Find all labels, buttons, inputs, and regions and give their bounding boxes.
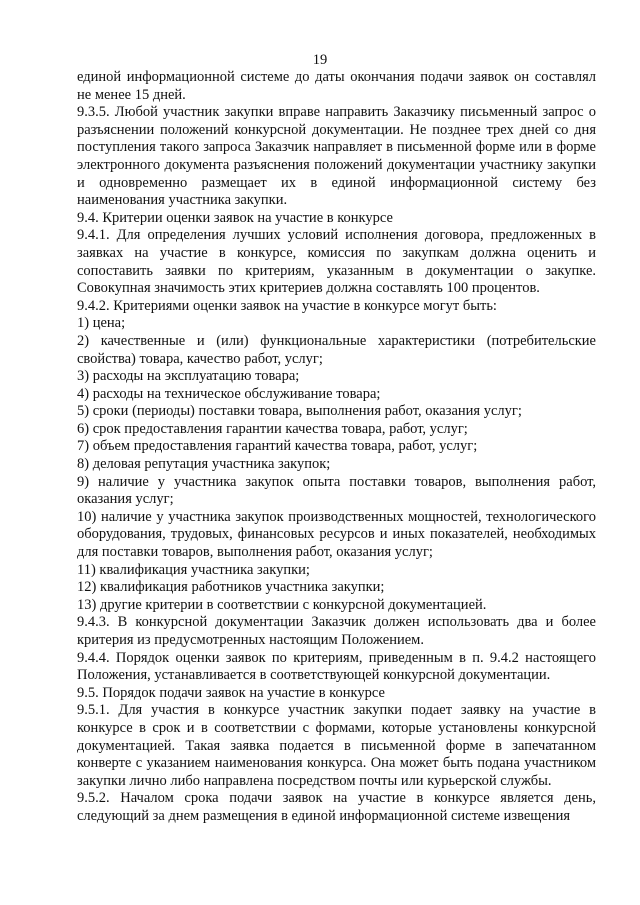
paragraph-9-5-2: 9.5.2. Началом срока подачи заявок на участие в конкурсе является день, следующий за днем размещения в единой информационной системе извещения <box>77 790 596 824</box>
page-number: 19 <box>312 52 328 68</box>
paragraph-9-5-1: 9.5.1. Для участия в конкурсе участник закупки подает заявку на участие в конкурсе в срок и в соответствии с формами, которые установлены конкурсной документацией. Такая заявка подается в письменной форме в запечатанном конверте с указанием наименования конкурса. Она может быть подана участником закупки лично либо направлена посредством почты или курьерской службы. <box>77 702 596 789</box>
heading-9-4: 9.4. Критерии оценки заявок на участие в конкурсе <box>77 209 393 226</box>
list-item-12: 12) квалификация работников участника закупки; <box>77 579 385 596</box>
paragraph-9-4-4: 9.4.4. Порядок оценки заявок по критериям, приведенным в п. 9.4.2 настоящего Положения, устанавливается в соответствующей конкурсной документации. <box>77 649 596 684</box>
list-item-7: 7) объем предоставления гарантий качества товара, работ, услуг; <box>77 438 478 455</box>
list-item-1: 1) цена; <box>77 315 126 332</box>
list-item-11: 11) квалификация участника закупки; <box>77 561 310 578</box>
heading-9-5: 9.5. Порядок подачи заявок на участие в конкурсе <box>77 684 385 701</box>
list-item-10: 10) наличие у участника закупок производственных мощностей, технологического оборудования, трудовых, финансовых ресурсов и иных показателей, необходимых для поставки товаров, выполнения работ, оказания услуг; <box>77 508 596 561</box>
page-body-text <box>77 69 596 826</box>
list-item-2: 2) качественные и (или) функциональные характеристики (потребительские свойства) товара, качество работ, услуг; <box>77 332 596 367</box>
list-item-9: 9) наличие у участника закупок опыта поставки товаров, выполнения работ, оказания услуг; <box>77 473 596 508</box>
paragraph-9-4-3: 9.4.3. В конкурсной документации Заказчик должен использовать два и более критерия из предусмотренных настоящим Положением. <box>77 614 596 648</box>
paragraph-9-4-2: 9.4.2. Критериями оценки заявок на участие в конкурсе могут быть: <box>77 297 497 314</box>
paragraph-9-3-5: 9.3.5. Любой участник закупки вправе направить Заказчику письменный запрос о разъяснении положений конкурсной документации. Не позднее трех дней со дня поступления такого запроса Заказчик направляет в письменной форме или в форме электронного документа разъяснения положений документации участнику закупки и одновременно размещает их в единой информационной систему без наименования участника закупки. <box>77 104 596 209</box>
list-item-5: 5) сроки (периоды) поставки товара, выполнения работ, оказания услуг; <box>77 403 522 420</box>
list-item-13: 13) другие критерии в соответствии с конкурсной документацией. <box>77 596 487 613</box>
list-item-4: 4) расходы на техническое обслуживание товара; <box>77 385 381 402</box>
list-item-3: 3) расходы на эксплуатацию товара; <box>77 368 300 385</box>
list-item-6: 6) срок предоставления гарантии качества товара, работ, услуг; <box>77 420 468 437</box>
paragraph-continuation: единой информационной системе до даты окончания подачи заявок он составлял не менее 15 дней. <box>77 69 596 103</box>
paragraph-9-4-1: 9.4.1. Для определения лучших условий исполнения договора, предложенных в заявках на участие в конкурсе, комиссия по закупкам должна оценить и сопоставить заявки по критериям, указанным в документации о закупке. Совокупная значимость этих критериев должна составлять 100 процентов. <box>77 227 596 297</box>
list-item-8: 8) деловая репутация участника закупок; <box>77 456 331 473</box>
